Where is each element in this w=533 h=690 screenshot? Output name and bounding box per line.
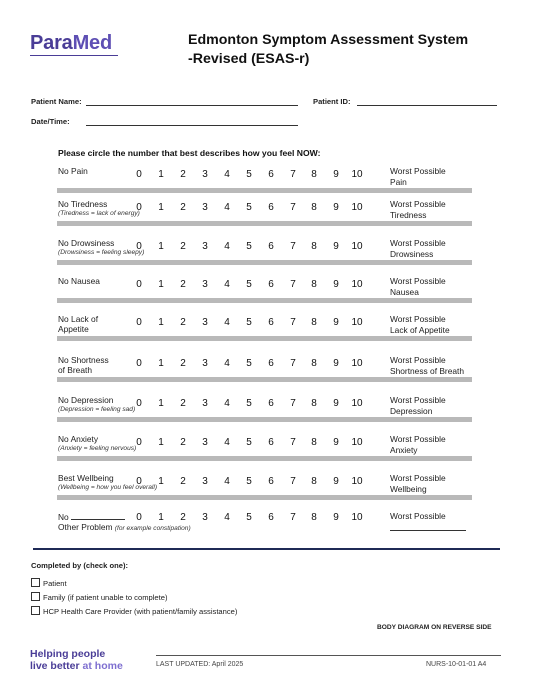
patient-name-field[interactable] [86,105,298,106]
scale-number[interactable]: 2 [180,241,186,252]
scale-number[interactable]: 2 [180,512,186,523]
scale-number[interactable]: 0 [136,398,142,409]
other-problem-blank[interactable] [71,512,125,520]
checkbox-square[interactable] [31,592,40,601]
checkbox-hcp[interactable]: HCP Health Care Provider (with patient/family assistance) [31,606,237,616]
symptom-definition: (Drowsiness = feeling sleepy) [58,249,145,256]
row-divider-bar [57,188,472,193]
scale-number[interactable]: 1 [158,202,164,213]
scale-number[interactable]: 8 [311,398,317,409]
checkbox-patient[interactable]: Patient [31,578,67,588]
form-title: Edmonton Symptom Assessment System -Revised (ESAS-r) [188,32,469,67]
worst-possible-label: Worst Possible Wellbeing [390,473,446,494]
symptom-label: Best Wellbeing (Wellbeing = how you feel overall) [58,473,158,491]
scale-number[interactable]: 5 [246,202,252,213]
scale-number[interactable]: 2 [180,317,186,328]
scale-number[interactable]: 4 [224,476,230,487]
worst-possible-label: Worst Possible Tiredness [390,199,446,220]
scale-number[interactable]: 8 [311,437,317,448]
scale-number[interactable]: 9 [333,398,339,409]
scale-number[interactable]: 5 [246,398,252,409]
row-divider-bar [57,377,472,382]
scale-number[interactable]: 8 [311,169,317,180]
scale-number[interactable]: 6 [268,476,274,487]
worst-possible-label: Worst Possible Shortness of Breath [390,355,465,376]
footer-slogan: Helping people live better at home [30,648,123,672]
other-no-label: No [58,512,125,522]
scale-number[interactable]: 4 [224,317,230,328]
worst-possible-label: Worst Possible Lack of Appetite [390,314,450,335]
scale-number[interactable]: 1 [158,512,164,523]
scale-number[interactable]: 9 [333,241,339,252]
scale-number[interactable]: 4 [224,241,230,252]
scale-number[interactable]: 5 [246,169,252,180]
symptom-definition: (Anxiety = feeling nervous) [58,445,137,452]
scale-number[interactable]: 5 [246,317,252,328]
checkbox-family[interactable]: Family (if patient unable to complete) [31,592,168,602]
scale-number[interactable]: 6 [268,241,274,252]
scale-number[interactable]: 7 [290,398,296,409]
symptom-definition: (Tiredness = lack of energy) [58,210,140,217]
scale-number[interactable]: 0 [136,317,142,328]
scale-number[interactable]: 7 [290,317,296,328]
scale-number[interactable]: 5 [246,279,252,290]
scale-number[interactable]: 9 [333,202,339,213]
scale-number[interactable]: 8 [311,476,317,487]
scale-number[interactable]: 4 [224,202,230,213]
scale-number[interactable]: 9 [333,317,339,328]
scale-number[interactable]: 6 [268,279,274,290]
scale-number[interactable]: 10 [351,476,363,487]
other-worst-blank[interactable] [390,530,466,531]
scale-number[interactable]: 0 [136,279,142,290]
symptom-label: No Tiredness (Tiredness = lack of energy) [58,199,140,217]
checkbox-square[interactable] [31,606,40,615]
other-worst-label: Worst Possible [390,511,446,521]
scale-number[interactable]: 6 [268,317,274,328]
scale-number[interactable]: 7 [290,241,296,252]
patient-name-label: Patient Name: [31,97,82,106]
worst-possible-label: Worst Possible Pain [390,166,446,187]
scale-number[interactable]: 1 [158,398,164,409]
scale-number[interactable]: 0 [136,202,142,213]
row-divider-bar [57,417,472,422]
scale-number[interactable]: 2 [180,476,186,487]
scale-number[interactable]: 8 [311,512,317,523]
scale-number[interactable]: 3 [202,358,208,369]
scale-number[interactable]: 1 [158,476,164,487]
scale-number[interactable]: 3 [202,241,208,252]
form-code: NURS-10-01-01 A4 [426,661,487,668]
symptom-label: No Lack of Appetite [58,314,99,334]
worst-possible-label: Worst Possible Drowsiness [390,238,446,259]
row-divider-bar [57,298,472,303]
scale-number[interactable]: 8 [311,241,317,252]
symptom-label: No Nausea [58,276,100,286]
scale-number[interactable]: 5 [246,437,252,448]
scale-number[interactable]: 5 [246,512,252,523]
scale-number[interactable]: 10 [351,241,363,252]
scale-number[interactable]: 10 [351,437,363,448]
scale-number[interactable]: 7 [290,512,296,523]
scale-number[interactable]: 8 [311,358,317,369]
scale-number[interactable]: 8 [311,279,317,290]
scale-number[interactable]: 4 [224,437,230,448]
symptom-label: No Anxiety (Anxiety = feeling nervous) [58,434,137,452]
scale-number[interactable]: 4 [224,398,230,409]
scale-number[interactable]: 9 [333,169,339,180]
scale-number[interactable]: 2 [180,169,186,180]
symptom-label: No Depression (Depression = feeling sad) [58,395,136,413]
scale-number[interactable]: 9 [333,279,339,290]
logo-underline [30,55,118,56]
scale-number[interactable]: 6 [268,169,274,180]
symptom-label: No Pain [58,166,88,176]
scale-number[interactable]: 0 [136,358,142,369]
worst-possible-label: Worst Possible Nausea [390,276,446,297]
scale-number[interactable]: 0 [136,241,142,252]
scale-number[interactable]: 7 [290,358,296,369]
scale-number[interactable]: 1 [158,317,164,328]
scale-number[interactable]: 2 [180,202,186,213]
scale-number[interactable]: 10 [351,317,363,328]
scale-number[interactable]: 9 [333,358,339,369]
row-divider-bar [57,336,472,341]
scale-number[interactable]: 7 [290,279,296,290]
scale-number[interactable]: 6 [268,398,274,409]
scale-number[interactable]: 5 [246,358,252,369]
scale-number[interactable]: 10 [351,169,363,180]
scale-number[interactable]: 10 [351,398,363,409]
row-divider-bar [57,260,472,265]
scale-number[interactable]: 6 [268,358,274,369]
worst-possible-label: Worst Possible Anxiety [390,434,446,455]
scale-number[interactable]: 0 [136,476,142,487]
other-problem-example: (for example constipation) [114,525,191,532]
row-divider-bar [57,221,472,226]
patient-id-label: Patient ID: [313,97,351,106]
scale-number[interactable]: 0 [136,169,142,180]
scale-number[interactable]: 1 [158,279,164,290]
symptom-definition: (Wellbeing = how you feel overall) [58,484,158,491]
scale-number[interactable]: 6 [268,202,274,213]
scale-number[interactable]: 7 [290,202,296,213]
scale-number[interactable]: 8 [311,317,317,328]
scale-number[interactable]: 0 [136,437,142,448]
scale-number[interactable]: 10 [351,512,363,523]
last-updated: LAST UPDATED: April 2025 [156,661,244,668]
symptom-label: No Shortness of Breath [58,355,109,375]
scale-number[interactable]: 3 [202,476,208,487]
scale-number[interactable]: 1 [158,437,164,448]
footer-rule [156,655,501,656]
scale-number[interactable]: 8 [311,202,317,213]
scale-number[interactable]: 6 [268,512,274,523]
symptom-definition: (Depression = feeling sad) [58,406,136,413]
body-diagram-note: BODY DIAGRAM ON REVERSE SIDE [377,624,492,631]
scale-number[interactable]: 5 [246,476,252,487]
scale-number[interactable]: 4 [224,169,230,180]
scale-number[interactable]: 10 [351,202,363,213]
instructions: Please circle the number that best describes how you feel NOW: [58,148,321,158]
scale-number[interactable]: 5 [246,241,252,252]
scale-number[interactable]: 10 [351,279,363,290]
scale-number[interactable]: 7 [290,169,296,180]
date-time-label: Date/Time: [31,117,70,126]
scale-number[interactable]: 3 [202,512,208,523]
scale-number[interactable]: 2 [180,398,186,409]
scale-number[interactable]: 9 [333,512,339,523]
date-time-field[interactable] [86,125,298,126]
scale-number[interactable]: 3 [202,398,208,409]
scale-number[interactable]: 6 [268,437,274,448]
scale-number[interactable]: 2 [180,437,186,448]
scale-number[interactable]: 4 [224,279,230,290]
scale-number[interactable]: 3 [202,202,208,213]
scale-number[interactable]: 3 [202,317,208,328]
patient-id-field[interactable] [357,105,497,106]
paramed-logo: ParaMed [30,32,112,54]
scale-number[interactable]: 3 [202,437,208,448]
scale-number[interactable]: 1 [158,241,164,252]
scale-number[interactable]: 3 [202,169,208,180]
scale-number[interactable]: 9 [333,476,339,487]
scale-number[interactable]: 4 [224,512,230,523]
scale-number[interactable]: 2 [180,279,186,290]
row-divider-bar [57,495,472,500]
checkbox-square[interactable] [31,578,40,587]
other-problem-label: Other Problem (for example constipation) [58,522,191,532]
scale-number[interactable]: 2 [180,358,186,369]
scale-number[interactable]: 10 [351,358,363,369]
section-divider [33,548,500,550]
scale-number[interactable]: 4 [224,358,230,369]
row-divider-bar [57,456,472,461]
completed-by-heading: Completed by (check one): [31,561,129,570]
scale-number[interactable]: 1 [158,169,164,180]
worst-possible-label: Worst Possible Depression [390,395,446,416]
scale-number[interactable]: 7 [290,476,296,487]
scale-number[interactable]: 1 [158,358,164,369]
scale-number[interactable]: 7 [290,437,296,448]
scale-number[interactable]: 3 [202,279,208,290]
symptom-label: No Drowsiness (Drowsiness = feeling sleepy) [58,238,145,256]
scale-number[interactable]: 9 [333,437,339,448]
scale-number[interactable]: 0 [136,512,142,523]
